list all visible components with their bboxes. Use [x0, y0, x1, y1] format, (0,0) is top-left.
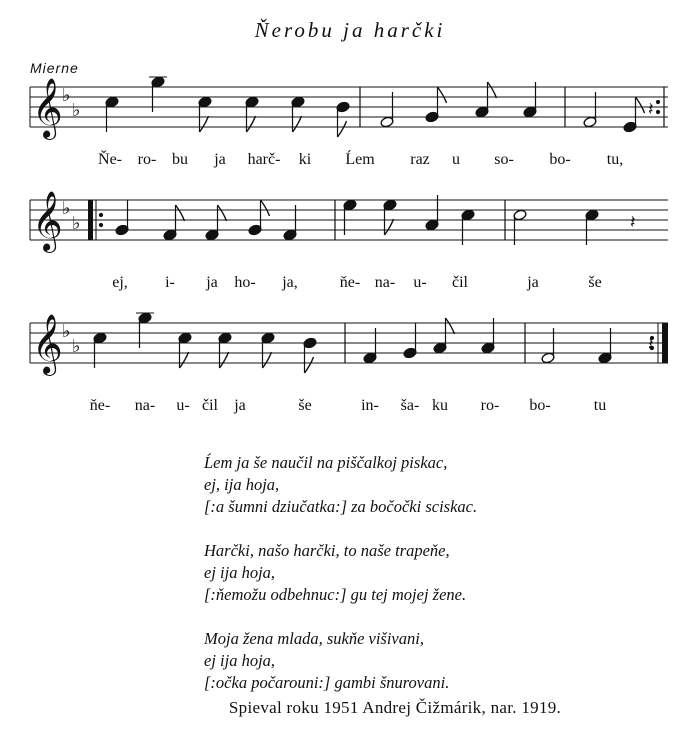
note-flag [220, 352, 229, 368]
verse-line: ej, ija hoja, [204, 475, 280, 494]
lyric-syllable: ja [527, 274, 539, 291]
lyric-syllable: ej, [112, 274, 128, 291]
note-flag [247, 116, 256, 132]
flat-icon: ♭ [72, 100, 81, 121]
lyric-syllable: tu [593, 397, 607, 414]
verse-line: ej ija hoja, [204, 651, 276, 670]
verse-line: Ĺem ja še naučil na piščalkoj piskac, [204, 453, 448, 472]
lyric-syllable: ki [298, 151, 312, 168]
lyric-syllable: Ňe- [98, 151, 122, 168]
lyric-syllable: na- [374, 274, 396, 291]
repeat-dot [656, 100, 659, 103]
performer-credit: Spieval roku 1951 Andrej Čižmárik, nar. 1919. [228, 698, 562, 717]
final-thick-bar [662, 323, 668, 363]
note-flag [200, 116, 209, 132]
note-flag [261, 200, 270, 216]
lyric-syllable: ňe- [89, 397, 111, 414]
lyric-syllable: ja, [282, 274, 298, 291]
lyric-syllable: čil [452, 274, 468, 291]
treble-clef-icon: 𝄞 [32, 314, 63, 374]
stanza-1 [204, 452, 477, 518]
lyric-syllable: u [452, 151, 460, 168]
note-flag [218, 205, 227, 221]
treble-clef-icon: 𝄞 [32, 191, 63, 251]
repeat-dot [99, 223, 102, 226]
verse-line: ej ija hoja, [204, 563, 276, 582]
lyric-syllable: na- [134, 397, 156, 414]
lyric-syllable: ku [432, 397, 448, 414]
song-title: Ňerobu ja harčki [254, 18, 446, 42]
lyric-syllable: ja [234, 397, 246, 414]
treble-clef-icon: 𝄞 [32, 78, 63, 138]
flat-icon: ♭ [62, 321, 71, 342]
lyric-syllable: bo- [529, 397, 551, 414]
stanza-3 [204, 628, 477, 694]
lyric-syllable: ro- [480, 397, 500, 414]
flat-icon: ♭ [62, 85, 71, 106]
note-flag [446, 318, 455, 334]
lyric-syllable: čil [202, 397, 218, 414]
verse-line: Moja žena mlada, sukňe višivani, [204, 629, 424, 648]
lyric-syllable: Ĺem [345, 151, 375, 168]
note-flag [385, 219, 394, 235]
verse-line: [:ňemožu odbehnuc:] gu tej mojej žene. [204, 585, 467, 604]
note-flag [263, 352, 272, 368]
lyric-syllable: i- [165, 274, 175, 291]
lyric-syllable: raz [410, 151, 430, 168]
stanza-2 [204, 540, 477, 606]
note-flag [488, 82, 497, 98]
flat-icon: ♭ [72, 336, 81, 357]
lyric-syllable: u- [413, 274, 427, 291]
flat-icon: ♭ [72, 213, 81, 234]
note-flag [438, 87, 447, 103]
repeat-dot [656, 110, 659, 113]
verse-line: [:očka počarouni:] gambi šnurovani. [204, 673, 450, 692]
quarter-rest-icon: 𝄽 [648, 335, 654, 356]
lyric-syllable: ho- [234, 274, 256, 291]
lyric-syllable: bu [172, 151, 188, 168]
quarter-rest-icon: 𝄽 [648, 99, 654, 120]
tempo-marking: Mierne [30, 60, 79, 76]
lyric-syllable: bo- [549, 151, 571, 168]
verses-block [204, 452, 477, 716]
note-flag [293, 116, 302, 132]
note-flag [305, 357, 314, 373]
note-flag [180, 352, 189, 368]
quarter-rest-icon: 𝄽 [630, 212, 636, 233]
verse-line: [:a šumni dziučatka:] za bočočki sciskac. [204, 497, 478, 516]
note-flag [176, 205, 185, 221]
lyric-syllable: ja [206, 274, 218, 291]
flat-icon: ♭ [62, 198, 71, 219]
lyric-syllable: u- [176, 397, 190, 414]
repeat-dot [99, 213, 102, 216]
lyric-syllable: ňe- [339, 274, 361, 291]
repeat-thick-bar [88, 200, 93, 240]
lyric-syllable: so- [494, 151, 514, 168]
lyric-syllable: še [298, 397, 312, 414]
note-flag [338, 121, 347, 137]
note-flag [636, 97, 645, 113]
lyric-syllable: in- [361, 397, 379, 414]
lyric-syllable: ša- [400, 397, 420, 414]
lyric-syllable: ro- [137, 151, 157, 168]
lyric-syllable: še [588, 274, 602, 291]
lyric-syllable: tu, [606, 151, 624, 168]
lyric-syllable: harč- [247, 151, 281, 168]
verse-line: Harčki, našo harčki, to naše trapeňe, [204, 541, 450, 560]
lyric-syllable: ja [214, 151, 226, 168]
